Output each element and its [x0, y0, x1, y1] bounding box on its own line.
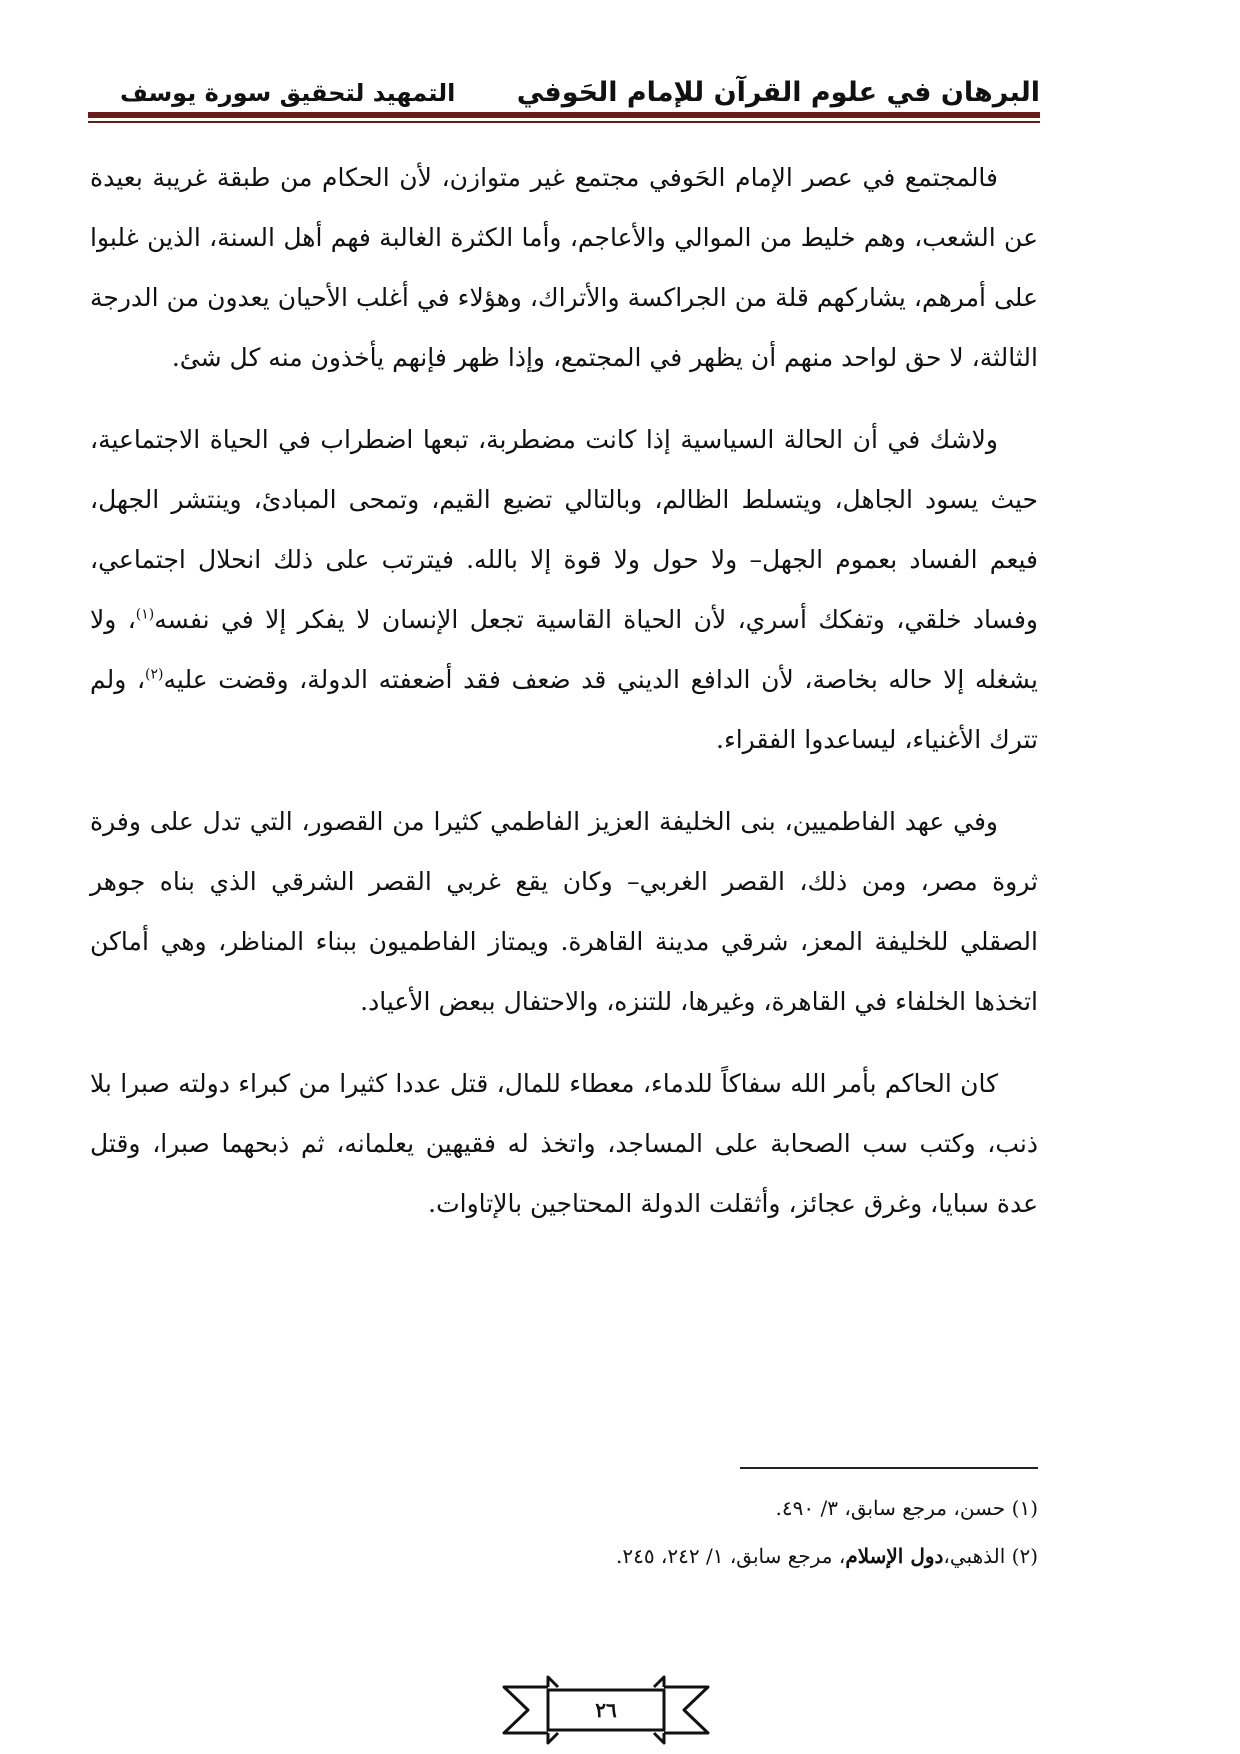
body-text [90, 148, 1038, 1256]
page-header [120, 68, 1040, 118]
footnotes [90, 1484, 1038, 1580]
footnote-2-book-title: دول الإسلام [845, 1544, 944, 1568]
footnote-2-prefix: (٢) الذهبي، [943, 1544, 1038, 1568]
footnote-1: (١) حسن، مرجع سابق، ٣/ ٤٩٠. [775, 1496, 1038, 1520]
paragraph [90, 792, 1038, 1032]
paragraph-text: ، ولم تترك الأغنياء، ليساعدوا الفقراء. [90, 665, 1038, 754]
footnote-2-suffix: ، مرجع سابق، ١/ ٢٤٢، ٢٤٥. [615, 1544, 846, 1568]
footnote-2 [90, 1532, 1038, 1580]
footnote-ref[interactable]: (٢) [145, 666, 164, 683]
paragraph-text: فالمجتمع في عصر الإمام الحَوفي مجتمع غير متوازن، لأن الحكام من طبقة غريبة بعيدة عن الشعب، وهم خليط من الموالي والأعاجم، وأما الكثرة الغالبة فهم أهل السنة، الذين غلبوا على أمرهم، يشاركهم قلة من الجراكسة والأتراك، وهؤلاء في أغلب الأحيان يعدون من الدرجة الثالثة، لا حق لواحد منهم أن يظهر في المجتمع، وإذا ظهر فإنهم يأخذون منه كل شئ. [90, 163, 1038, 372]
paragraph-text: ، ولا يشغله إلا حاله بخاصة، لأن الدافع الديني قد ضعف فقد أضعفته الدولة، وقضت عليه [90, 605, 1038, 694]
paragraph [90, 148, 1038, 388]
paragraph [90, 1054, 1038, 1234]
paragraph-text: وفي عهد الفاطميين، بنى الخليفة العزيز الفاطمي كثيرا من القصور، التي تدل على وفرة ثروة مصر، ومن ذلك، القصر الغربي– وكان يقع غربي القصر الشرقي الذي بناه جوهر الصقلي للخليفة المعز، شرقي مدينة القاهرة. ويمتاز الفاطميون ببناء المناظر، وهي أماكن اتخذها الخلفاء في القاهرة، وغيرها، للتنزه، والاحتفال ببعض الأعياد. [90, 807, 1038, 1016]
paragraph [90, 410, 1038, 770]
header-rule-thin [88, 121, 1040, 123]
chapter-title: التمهيد لتحقيق سورة يوسف [120, 79, 456, 107]
paragraph-text: ولاشك في أن الحالة السياسية إذا كانت مضطربة، تبعها اضطراب في الحياة الاجتماعية، حيث يسود الجاهل، ويتسلط الظالم، وبالتالي تضيع القيم، وتمحى المبادئ، وينتشر الجهل، فيعم الفساد بعموم الجهل– ولا حول ولا قوة إلا بالله. فيترتب على ذلك انحلال اجتماعي، وفساد خلقي، وتفكك أسري، لأن الحياة القاسية تجعل الإنسان لا يفكر إلا في نفسه [90, 425, 1039, 634]
book-title: البرهان في علوم القرآن للإمام الحَوفي [516, 77, 1040, 108]
header-rule-thick [88, 112, 1040, 118]
footnote-separator [740, 1467, 1038, 1469]
footnote-ref[interactable]: (١) [135, 606, 155, 623]
paragraph-text: كان الحاكم بأمر الله سفاكاً للدماء، معطاء للمال، قتل عددا كثيرا من كبراء دولته صبرا بلا ذنب، وكتب سب الصحابة على المساجد، واتخذ له فقيهين يعلمانه، ثم ذبحهما صبرا، وقتل عدة سبايا، وغرق عجائز، وأثقلت الدولة المحتاجين بالإتاوات. [90, 1069, 1038, 1218]
page-number: ٢٦ [595, 1698, 617, 1722]
